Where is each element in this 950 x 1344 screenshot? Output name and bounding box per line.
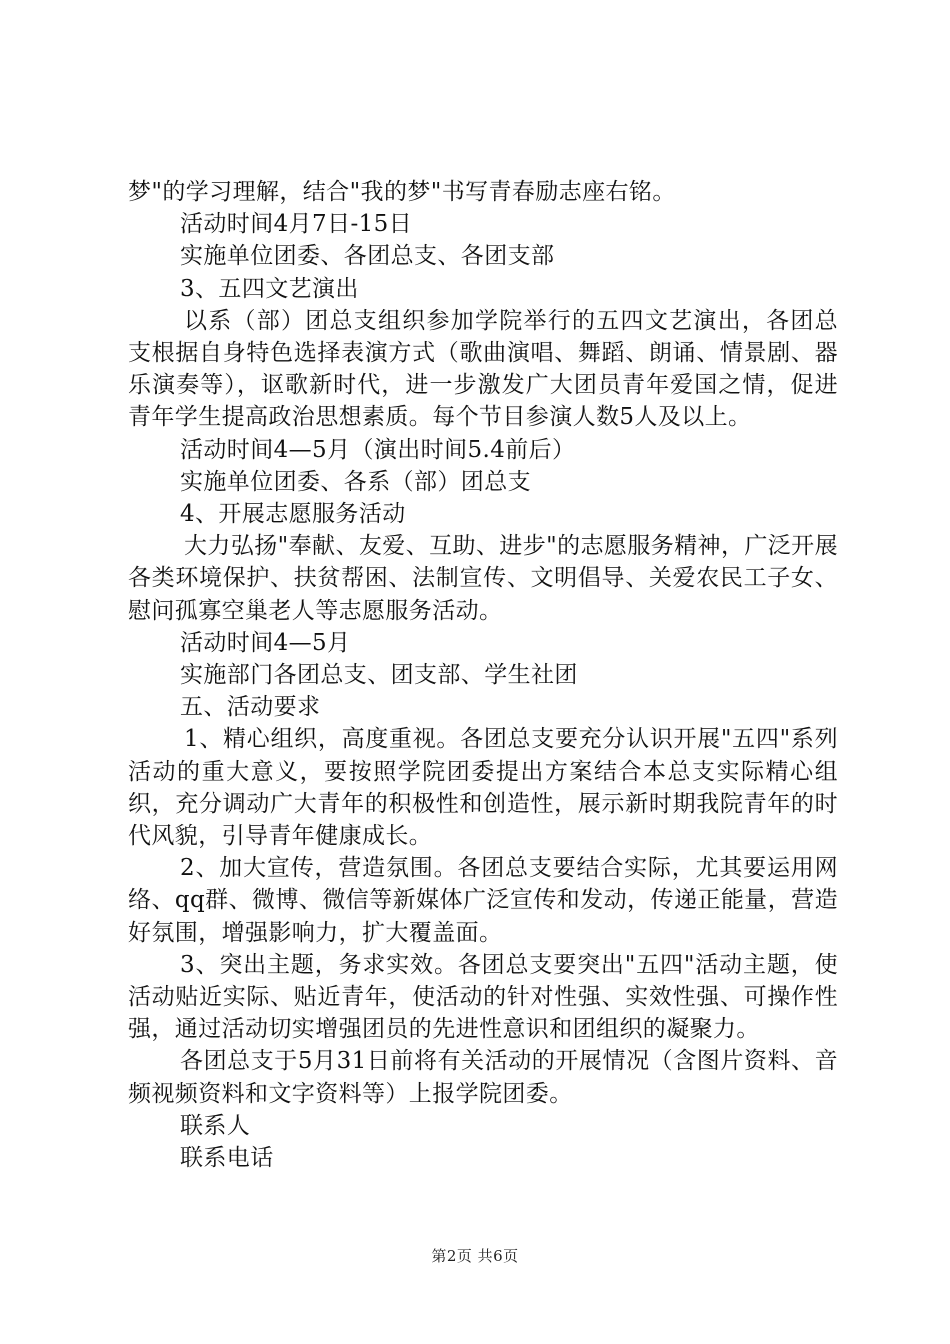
section-heading: 4、开展志愿服务活动 (180, 501, 406, 528)
section-heading: 3、五四文艺演出 (180, 275, 359, 302)
document-body (128, 176, 838, 1174)
page-number: 第2页 共6页 (431, 1247, 519, 1265)
requirement-paragraph: 1、精心组织，高度重视。各团总支要充分认识开展"五四"系列活动的重大意义，要按照学院团委提出方案结合本总支实际精心组织，充分调动广大青年的积极性和创造性，展示新时期我院青年的时代风貌，引导青年健康成长。 (128, 726, 838, 850)
activity-time: 活动时间4月7日-15日 (180, 211, 413, 238)
body-paragraph: 以系（部）团总支组织参加学院举行的五四文艺演出，各团总支根据自身特色选择表演方式（歌曲演唱、舞蹈、朗诵、情景剧、器乐演奏等），讴歌新时代，进一步激发广大团员青年爱国之情，促进青年学生提高政治思想素质。每个节目参演人数5人及以上。 (128, 307, 838, 431)
activity-time: 活动时间4—5月（演出时间5.4前后） (180, 436, 576, 463)
implementing-department: 实施部门各团总支、团支部、学生社团 (180, 662, 578, 689)
requirement-paragraph: 2、加大宣传，营造氛围。各团总支要结合实际，尤其要运用网络、qq群、微博、微信等新媒体广泛宣传和发动，传递正能量，营造好氛围，增强影响力，扩大覆盖面。 (128, 855, 838, 946)
requirement-paragraph: 3、突出主题，务求实效。各团总支要突出"五四"活动主题，使活动贴近实际、贴近青年，使活动的针对性强、实效性强、可操作性强，通过活动切实增强团员的先进性意识和团组织的凝聚力。 (128, 951, 838, 1043)
activity-time: 活动时间4—5月 (180, 629, 351, 656)
contact-person-label: 联系人 (180, 1112, 251, 1139)
body-paragraph: 大力弘扬"奉献、友爱、互助、进步"的志愿服务精神，广泛开展各类环境保护、扶贫帮困、法制宣传、文明倡导、关爱农民工子女、慰问孤寡空巢老人等志愿服务活动。 (128, 533, 838, 624)
implementing-unit: 实施单位团委、各系（部）团总支 (180, 468, 531, 495)
section-heading: 五、活动要求 (180, 694, 321, 721)
paragraph-continuation: 梦"的学习理解，结合"我的梦"书写青春励志座右铭。 (128, 179, 676, 205)
implementing-unit: 实施单位团委、各团总支、各团支部 (180, 243, 555, 270)
body-paragraph: 各团总支于5月31日前将有关活动的开展情况（含图片资料、音频视频资料和文字资料等）上报学院团委。 (128, 1048, 838, 1107)
contact-phone-label: 联系电话 (180, 1145, 274, 1172)
